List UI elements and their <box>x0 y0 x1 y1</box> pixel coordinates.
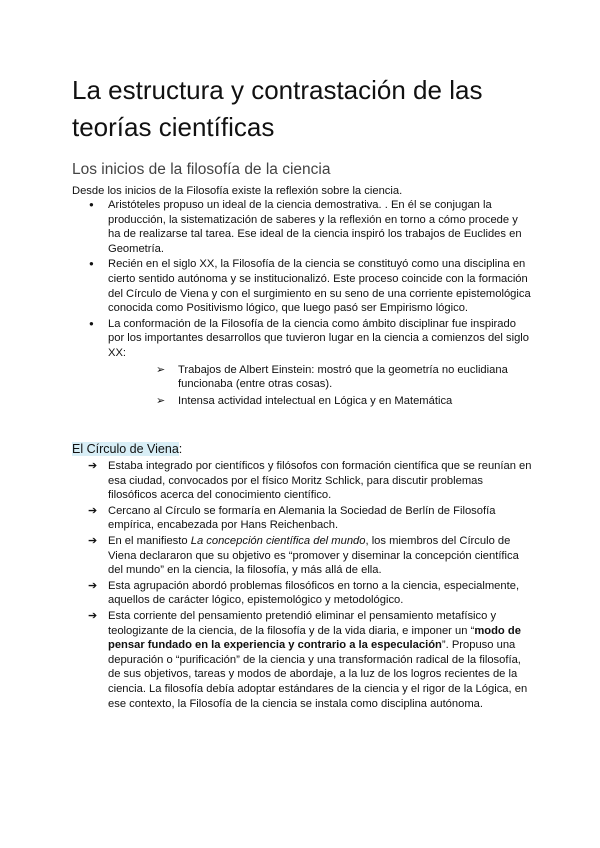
sub-bullet-item: ➢ Trabajos de Albert Einstein: mostró que la geometría no euclidiana funcionaba (entre otras cosas). <box>108 363 532 392</box>
arrow-item-text: Esta corriente del pensamiento pretendió eliminar el pensamiento metafísico y teologizante de la ciencia, de la filosofía y de la vida diaria, e imponer un “ <box>108 609 497 637</box>
arrow-item: ➔ Esta agrupación abordó problemas filosóficos en torno a la ciencia, especialmente, aquellos de carácter lógico, epistemológico y metodológico. <box>72 579 532 608</box>
bullet-item: ● Recién en el siglo XX, la Filosofía de la ciencia se constituyó como una disciplina en cierto sentido autónoma y se institucionalizó. Este proceso coincide con la formación del Círculo de Viena y con el surgimiento en su seno de una corriente epistemológica conocida como Positivismo lógico, que luego pasó ser Empirismo lógico. <box>72 257 532 315</box>
intro-paragraph: Desde los inicios de la Filosofía existe la reflexión sobre la ciencia. <box>72 185 403 197</box>
highlighted-heading-text: El Círculo de Viena <box>72 442 179 456</box>
arrow-item: ➔ Cercano al Círculo se formaría en Alemania la Sociedad de Berlín de Filosofía empírica, encabezada por Hans Reichenbach. <box>72 504 532 533</box>
bullet-item <box>72 317 532 409</box>
section-heading-circulo-viena <box>72 441 182 457</box>
arrow-item-text: , los miembros del Círculo de Viena declararon que su objetivo es “promover y diseminar la concepción científica del mundo” en la ciencia, la filosofía, y más allá de ella. <box>108 534 519 577</box>
bullet-item: ● Aristóteles propuso un ideal de la ciencia demostrativa. . En él se conjugan la producción, la sistematización de saberes y la reflexión en torno a cómo procede y ha de realizarse tal tarea. Ese ideal de la ciencia inspiró los trabajos de Euclides en Geometría. <box>72 198 532 256</box>
bold-quote: modo de pensar fundado en la experiencia y contrario a la especulación <box>108 624 521 652</box>
sub-bullet-list <box>108 363 532 409</box>
heading-colon: : <box>178 442 183 456</box>
manifesto-title: La concepción científica del mundo <box>190 534 366 547</box>
arrow-item <box>72 534 532 578</box>
section-heading-inicios: Los inicios de la filosofía de la ciencia <box>72 161 331 178</box>
document-title: La estructura y contrastación de las teorías científicas <box>72 75 483 142</box>
bullet-list <box>72 198 532 410</box>
arrow-list <box>72 459 532 712</box>
arrow-item-text: En el manifiesto <box>108 534 191 547</box>
arrow-item-text: ”. Propuso una depuración o “purificación” de la ciencia y una transformación radical de la filosofía, de sus objetivos, tareas y modos de abordaje, a la luz de los logros recientes de la ciencia. La filosofía debía adoptar estándares de la ciencia y el rigor de la Lógica, en ese contexto, la Filosofía de la ciencia se instala como disciplina autónoma. <box>108 639 528 710</box>
bullet-item-text: La conformación de la Filosofía de la ciencia como ámbito disciplinar fue inspirado por los importantes desarrollos que tuvieron lugar en la ciencia a comienzos del siglo XX: <box>108 317 530 359</box>
sub-bullet-item: ➢ Intensa actividad intelectual en Lógica y en Matemática <box>108 394 532 409</box>
arrow-item: ➔ Estaba integrado por científicos y filósofos con formación científica que se reunían en esa ciudad, convocados por el físico Moritz Schlick, para discutir problemas filosóficos acerca del conocimiento científico. <box>72 459 532 503</box>
arrow-item <box>72 609 532 711</box>
